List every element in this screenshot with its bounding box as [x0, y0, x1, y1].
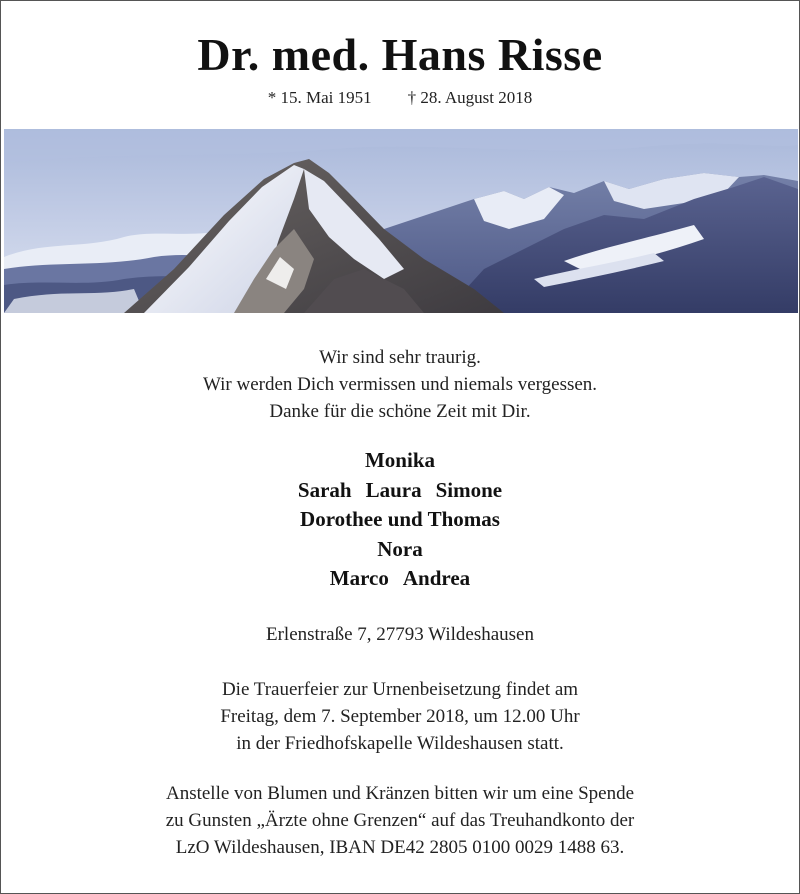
- mourning-line: Wir werden Dich vermissen und niemals vergessen.: [202, 374, 598, 395]
- mountain-landscape-photo: [4, 129, 798, 313]
- mourner-name: Laura: [365, 477, 422, 502]
- death-date: † 28. August 2018: [407, 88, 533, 107]
- mourner-name: Simone: [435, 477, 503, 502]
- ceremony-line: Freitag, dem 7. September 2018, um 12.00 Uhr: [220, 706, 580, 727]
- mourner-row: [1, 535, 799, 565]
- mourners-list: [1, 446, 799, 594]
- donation-line: zu Gunsten „Ärzte ohne Grenzen“ auf das Treuhandkonto der: [165, 810, 635, 831]
- mourning-message: [1, 344, 799, 425]
- ceremony-info: [1, 676, 799, 757]
- mourner-name: Nora: [377, 536, 423, 561]
- family-address: Erlenstraße 7, 27793 Wildeshausen: [266, 624, 534, 645]
- ceremony-line: in der Friedhofskapelle Wildeshausen statt.: [236, 733, 564, 754]
- ceremony-line: Die Trauerfeier zur Urnenbeisetzung findet am: [221, 679, 579, 700]
- mourner-row: [1, 564, 799, 594]
- mourner-row: [1, 505, 799, 535]
- mourner-name: Sarah: [297, 477, 352, 502]
- donation-line: Anstelle von Blumen und Kränzen bitten wir um eine Spende: [165, 783, 635, 804]
- deceased-name: Dr. med. Hans Risse: [197, 29, 603, 80]
- birth-date: * 15. Mai 1951: [267, 88, 372, 107]
- donation-request: [1, 780, 799, 861]
- mourner-name: Monika: [364, 448, 435, 472]
- donation-line: LzO Wildeshausen, IBAN DE42 2805 0100 0029 1488 63.: [175, 837, 625, 858]
- mourning-line: Danke für die schöne Zeit mit Dir.: [269, 401, 531, 422]
- mourner-name: Marco: [329, 566, 389, 590]
- mourning-line: Wir sind sehr traurig.: [319, 347, 481, 368]
- mourner-row: [1, 476, 799, 506]
- mourner-row: [1, 446, 799, 476]
- mourner-name: Andrea: [402, 566, 471, 590]
- life-dates: [1, 87, 799, 109]
- mourner-name: Dorothee und Thomas: [300, 507, 500, 531]
